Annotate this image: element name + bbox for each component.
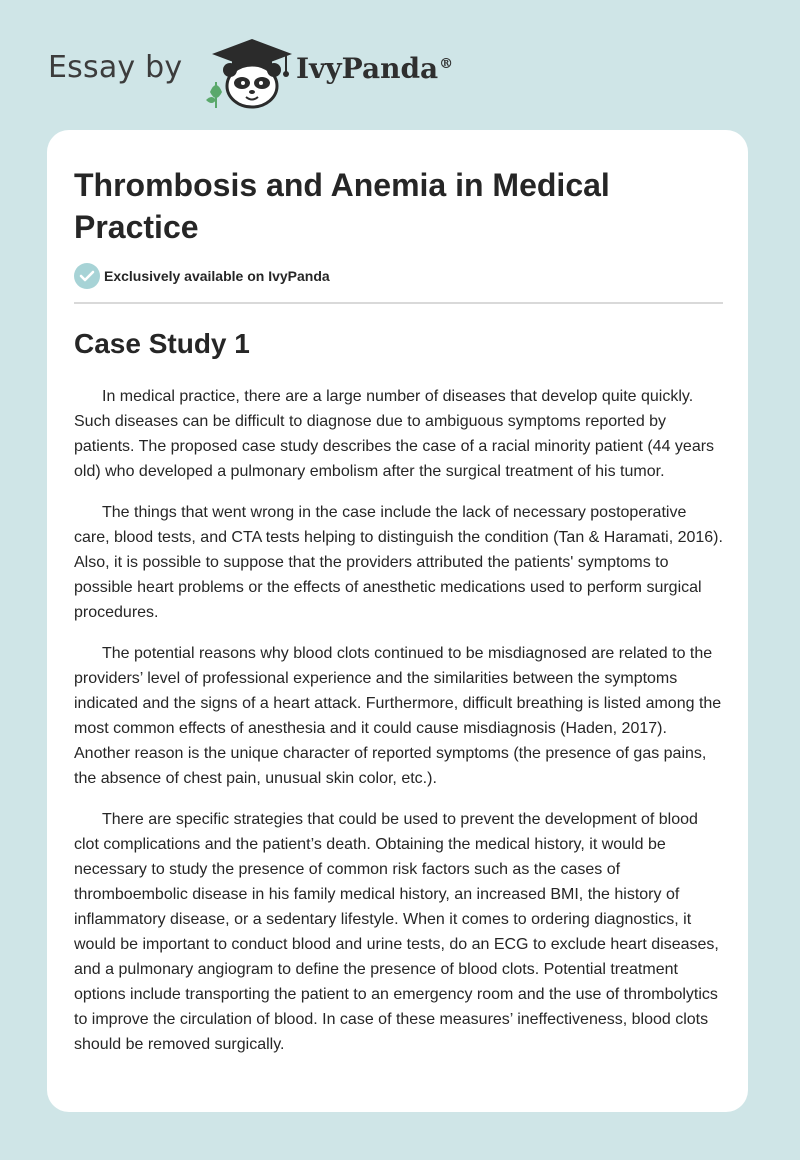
brand-header[interactable] (48, 34, 488, 114)
paragraph: The potential reasons why blood clots continued to be misdiagnosed are related to the providers’ level of professional experience and the similarities between the symptoms indicated and the signs of a heart attack. Furthermore, difficult breathing is listed among the most common effects of anesthesia and it could cause misdiagnosis (Haden, 2017). Another reason is the unique character of reported symptoms (the presence of gas pains, the absence of chest pain, unusual skin color, etc.). (74, 645, 722, 787)
brand-prefix: Essay by (48, 50, 183, 85)
registered-mark: ® (439, 55, 454, 72)
essay-body (74, 384, 723, 1073)
section-heading: Case Study 1 (74, 328, 250, 359)
exclusive-label: Exclusively available on IvyPanda (104, 268, 330, 284)
exclusive-badge (74, 263, 330, 289)
paragraph: The things that went wrong in the case include the lack of necessary postoperative care, blood tests, and CTA tests helping to distinguish the condition (Tan & Haramati, 2016). Also, it is possible to suppose that the providers attributed the patients' symptoms to possible heart problems or the effects of anesthetic medications used to perform surgical procedures. (74, 504, 723, 621)
checkmark-icon (74, 263, 100, 289)
brand-name-text: IvyPanda (296, 52, 439, 85)
panda-graduate-icon (202, 34, 294, 110)
essay-title: Thrombosis and Anemia in Medical Practice (74, 167, 610, 245)
paragraph: There are specific strategies that could be used to prevent the development of blood clot complications and the patient’s death. Obtaining the medical history, it would be necessary to study the presence of common risk factors such as the cases of thromboembolic disease in his family medical history, an increased BMI, the history of inflammatory disease, or a sedentary lifestyle. When it comes to ordering diagnostics, it would be important to conduct blood and urine tests, do an ECG to exclude heart diseases, and a pulmonary angiogram to define the presence of blood clots. Potential treatment options include transporting the patient to an emergency room and the use of thrombolytics to improve the circulation of blood. In case of these measures’ ineffectiveness, blood clots should be removed surgically. (74, 811, 719, 1053)
divider (74, 302, 723, 304)
brand-name (296, 52, 453, 85)
paragraph: In medical practice, there are a large number of diseases that develop quite quickly. Such diseases can be difficult to diagnose due to ambiguous symptoms reported by patients. The proposed case study describes the case of a racial minority patient (44 years old) who developed a pulmonary embolism after the surgical treatment of his tumor. (74, 388, 715, 480)
essay-card (47, 130, 748, 1112)
